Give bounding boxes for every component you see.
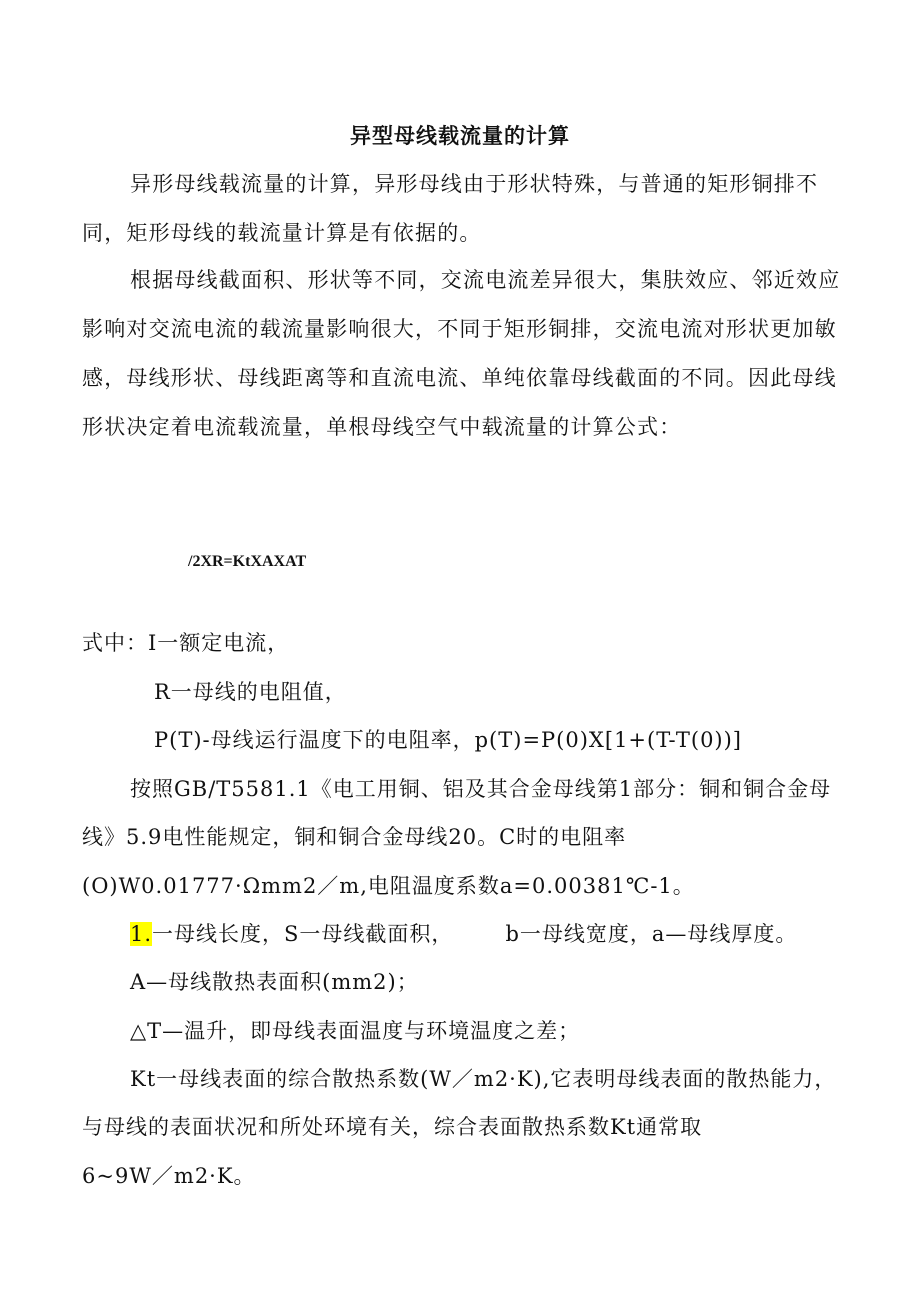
definition-i: 式中：I一额定电流， — [82, 631, 290, 655]
definition-p: P(T)-母线运行温度下的电阻率，p(T)=P(0)X[1+(T-T(0))] — [154, 728, 743, 752]
definition-l-text: 一母线长度，S一母线截面积， — [152, 922, 454, 946]
definition-delta-t: △T—温升，即母线表面温度与环境温度之差； — [130, 1019, 581, 1043]
definition-b-a: b一母线宽度，a—母线厚度。 — [505, 922, 798, 946]
paragraph-ac-current: 根据母线截面积、形状等不同，交流电流差异很大，集肤效应、邻近效应影响对交流电流的载流量影响很大，不同于矩形铜排，交流电流对形状更加敏感，母线形状、母线距离等和直流电流、单纯依靠母线截面的不同。因此母线形状决定着电流载流量，单根母线空气中载流量的计算公式： — [82, 268, 841, 439]
gb-standard-line-3: (O)W0.01777·Ωmm2／m,电阻温度系数a=0.00381℃-1。 — [82, 874, 695, 898]
definition-r: R一母线的电阻值， — [154, 680, 347, 704]
gb-standard-line-1: 按照GB/T5581.1《电工用铜、铝及其合金母线第1部分：铜和铜合金母 — [130, 777, 832, 801]
kt-line-2: 与母线的表面状况和所处环境有关，综合表面散热系数Kt通常取 — [82, 1115, 703, 1139]
definition-a: A—母线散热表面积(mm2)； — [130, 970, 419, 994]
definition-l — [130, 918, 797, 948]
highlight-mark: 1. — [130, 922, 153, 946]
document-title: 异型母线载流量的计算 — [350, 124, 570, 148]
paragraph-intro: 异形母线载流量的计算，异形母线由于形状特殊，与普通的矩形铜排不同，矩形母线的载流量计算是有依据的。 — [82, 172, 819, 245]
kt-line-1: Kt一母线表面的综合散热系数(W／m2·K),它表明母线表面的散热能力， — [130, 1067, 837, 1091]
kt-line-3: 6~9W／m2·K。 — [82, 1164, 256, 1188]
gb-standard-line-2: 线》5.9电性能规定，铜和铜合金母线20。C时的电阻率 — [82, 825, 627, 849]
formula: /2XR=KtXAXAT — [188, 553, 307, 570]
